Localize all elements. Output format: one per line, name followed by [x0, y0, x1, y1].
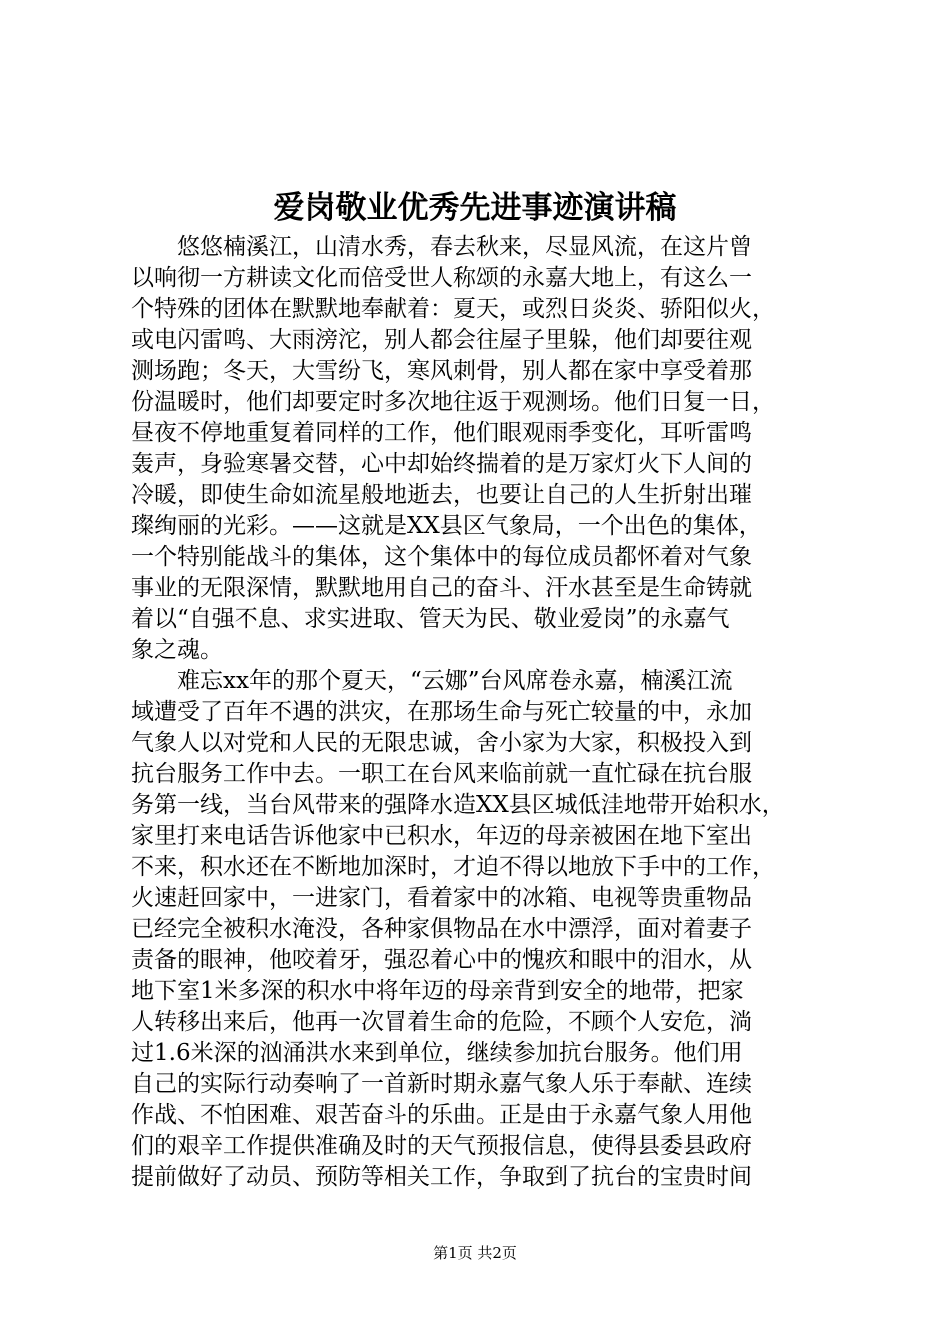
body-line: 事业的无限深情，默默地用自己的奋斗、汗水甚至是生命铸就: [131, 575, 752, 601]
body-line: 已经完全被积水淹没，各种家俱物品在水中漂浮，面对着妻子: [131, 916, 752, 942]
document-title: 爱岗敬业优秀先进事迹演讲稿: [273, 190, 677, 226]
body-line: 璨绚丽的光彩。——这就是XX县区气象局，一个出色的集体，: [131, 513, 762, 539]
body-line: 象之魂。: [131, 637, 223, 663]
body-line: 不来，积水还在不断地加深时，才迫不得以地放下手中的工作，: [131, 854, 775, 880]
body-line: 务第一线，当台风带来的强降水造XX县区城低洼地带开始积水，: [131, 792, 785, 818]
body-line: 作战、不怕困难、艰苦奋斗的乐曲。正是由于永嘉气象人用他: [131, 1102, 752, 1128]
body-line: 冷暖，即使生命如流星般地逝去，也要让自己的人生折射出璀: [131, 482, 752, 508]
body-line: 个特殊的团体在默默地奉献着：夏天，或烈日炎炎、骄阳似火，: [131, 296, 775, 322]
body-line: 以响彻一方耕读文化而倍受世人称颂的永嘉大地上，有这么一: [131, 265, 752, 291]
body-line: 难忘xx年的那个夏天，“云娜”台风席卷永嘉，楠溪江流: [131, 668, 733, 694]
body-line: 火速赶回家中，一进家门，看着家中的冰箱、电视等贵重物品: [131, 885, 752, 911]
document-body: [131, 232, 831, 1193]
body-line: 气象人以对党和人民的无限忠诚，舍小家为大家，积极投入到: [131, 730, 752, 756]
body-line: 们的艰辛工作提供准确及时的天气预报信息，使得县委县政府: [131, 1133, 752, 1159]
body-line: 悠悠楠溪江，山清水秀，春去秋来，尽显风流，在这片曾: [131, 234, 752, 260]
body-line: 抗台服务工作中去。一职工在台风来临前就一直忙碌在抗台服: [131, 761, 752, 787]
page-footer: 第1页 共2页: [433, 1244, 517, 1262]
body-line: 测场跑；冬天，大雪纷飞，寒风刺骨，别人都在家中享受着那: [131, 358, 752, 384]
body-line: 或电闪雷鸣、大雨滂沱，别人都会往屋子里躲，他们却要往观: [131, 327, 752, 353]
body-line: 过1.6米深的汹涌洪水来到单位，继续参加抗台服务。他们用: [131, 1040, 743, 1066]
body-line: 昼夜不停地重复着同样的工作，他们眼观雨季变化，耳听雷鸣: [131, 420, 752, 446]
body-line: 责备的眼神，他咬着牙，强忍着心中的愧疚和眼中的泪水，从: [131, 947, 752, 973]
body-line: 自己的实际行动奏响了一首新时期永嘉气象人乐于奉献、连续: [131, 1071, 752, 1097]
body-line: 一个特别能战斗的集体，这个集体中的每位成员都怀着对气象: [131, 544, 752, 570]
body-line: 地下室1米多深的积水中将年迈的母亲背到安全的地带，把家: [131, 978, 744, 1004]
body-line: 轰声，身验寒暑交替，心中却始终揣着的是万家灯火下人间的: [131, 451, 752, 477]
body-line: 人转移出来后，他再一次冒着生命的危险，不顾个人安危，淌: [131, 1009, 752, 1035]
body-line: 家里打来电话告诉他家中已积水，年迈的母亲被困在地下室出: [131, 823, 752, 849]
body-line: 域遭受了百年不遇的洪灾，在那场生命与死亡较量的中，永加: [131, 699, 752, 725]
body-line: 提前做好了动员、预防等相关工作，争取到了抗台的宝贵时间: [131, 1164, 752, 1190]
body-line: 着以“自强不息、求实进取、管天为民、敬业爱岗”的永嘉气: [131, 606, 730, 632]
body-line: 份温暖时，他们却要定时多次地往返于观测场。他们日复一日，: [131, 389, 775, 415]
